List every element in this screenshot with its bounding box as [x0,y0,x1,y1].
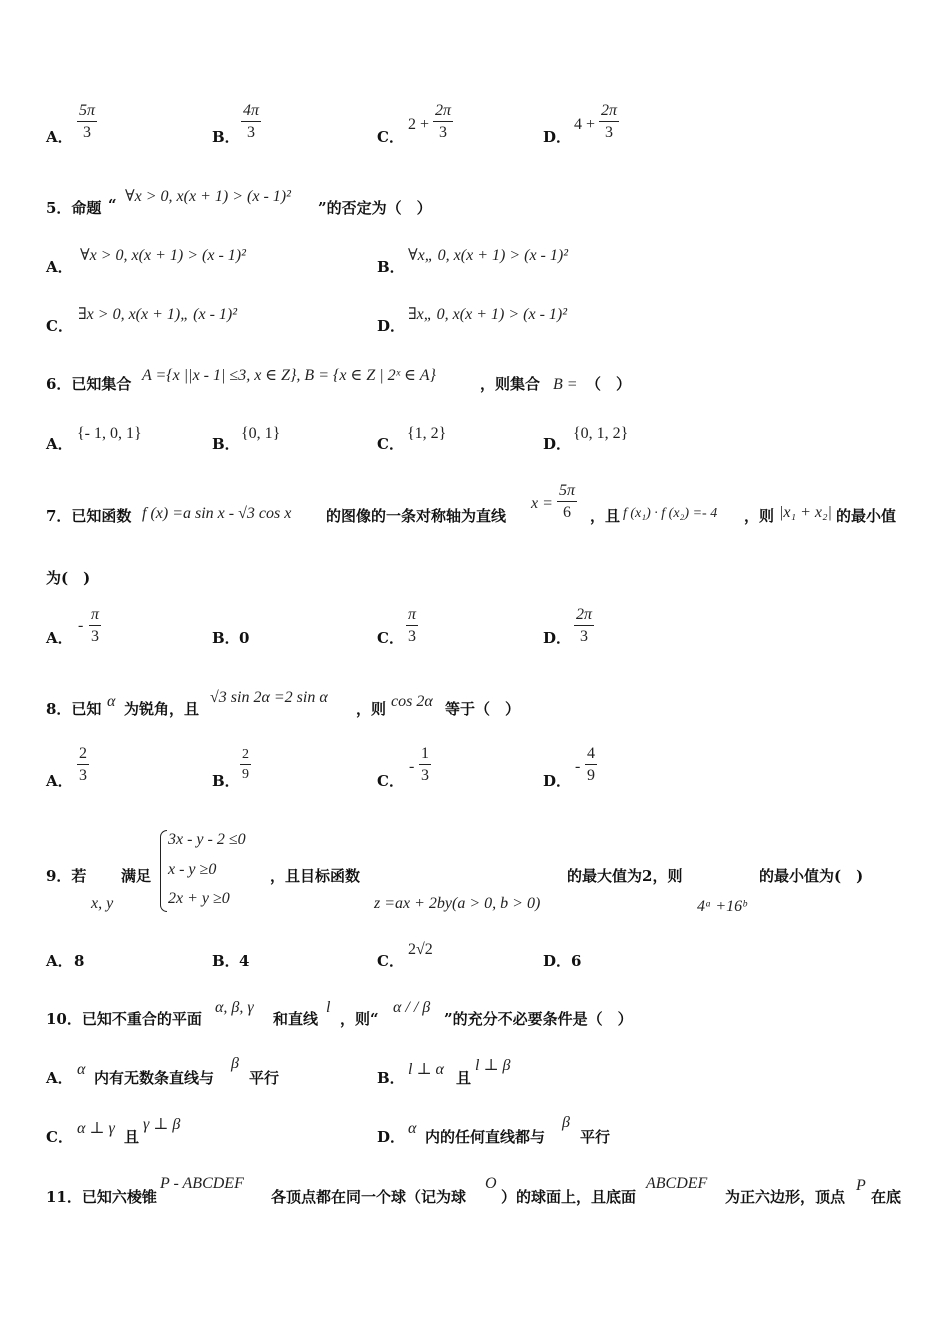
q5-stem-tail: ”的否定为（ ） [318,199,432,217]
q11-base: ABCDEF [646,1175,708,1192]
q4-option-c-fraction: 2π 3 [435,102,452,141]
q10-option-a-beta: β [231,1055,239,1072]
q11-text1: 各顶点都在同一个球（记为球 [271,1188,467,1206]
q9-option-d-value: 6 [571,952,582,970]
q8-option-c-sign: - [409,758,415,775]
q6-option-d-math: {0, 1, 2} [573,425,629,442]
q7-abs-sum: |x₁ + x₂| [779,504,832,521]
q9-option-c-label: C． [377,952,404,970]
q10-planes: α, β, γ [215,999,254,1016]
q4-option-d-prefix: 4 + [574,116,596,133]
q7-option-b-label: B． [212,629,240,647]
q11-number: 11．已知六棱锥 [46,1188,157,1206]
q6-stem-tail: ，则集合 [480,375,541,393]
q9-option-a-value: 8 [74,952,85,970]
q4-option-a-fraction: 5π 3 [79,102,96,141]
q10-line-l: l [326,999,331,1016]
q10-tail: ”的充分不必要条件是（ ） [444,1010,633,1028]
q7-line2: 为( ) [46,569,91,587]
q9-option-b-label: B． [212,952,240,970]
q5-option-d-math: ∃x„ 0, x(x + 1) > (x - 1)² [408,306,568,323]
q8-alpha: α [107,693,116,710]
q8-equation: √3 sin 2α =2 sin α [210,689,328,706]
q8-option-b-fraction: 2 9 [242,747,249,782]
q9-option-a-label: A． [46,952,73,970]
q10-option-c-math1: α ⊥ γ [77,1120,115,1137]
q5-option-a-label: A． [46,258,73,276]
q7-option-c-fraction: π 3 [408,606,417,645]
q6-option-b-label: B． [212,435,240,453]
q9-system-line1: 3x - y - 2 ≤0 [168,831,246,848]
q10-option-d-text: 内的任何直线都与 [425,1128,546,1146]
q10-option-b-and: 且 [456,1069,472,1087]
q10-option-a-tail: 平行 [249,1069,280,1087]
q5-option-c-math: ∃x > 0, x(x + 1)„ (x - 1)² [78,306,238,323]
q8-mid-text: 为锐角，且 [124,700,200,718]
q6-paren: （ ） [586,375,632,393]
q11-text2: ）的球面上，且底面 [501,1188,637,1206]
q8-number: 8．已知 [46,700,102,718]
q7-axis-fraction: 5π 6 [559,482,576,521]
q5-option-b-label: B． [377,258,405,276]
q8-option-b-label: B． [212,772,240,790]
q4-option-c-label: C． [377,128,404,146]
q7-option-b-value: 0 [239,629,250,647]
q8-then: ，则 [356,700,387,718]
q6-option-a-label: A． [46,435,73,453]
q11-text3: 为正六边形，顶点 [725,1188,846,1206]
q6-option-a-math: {- 1, 0, 1} [77,425,142,442]
q7-option-a-sign: - [78,617,84,634]
q11-text4: 在底 [871,1188,902,1206]
q10-option-d-beta: β [562,1114,570,1131]
q7-option-a-label: A． [46,629,73,647]
q7-option-d-label: D． [543,629,572,647]
q6-option-d-label: D． [543,435,572,453]
q7-number: 7．已知函数 [46,507,132,525]
q6-option-c-math: {1, 2} [407,425,447,442]
q10-option-d-label: D． [377,1128,406,1146]
q6-stem-math: A ={x ||x - 1| ≤3, x ∈ Z}, B = {x ∈ Z | 2ˣ ∈ A} [142,367,436,384]
q9-tail: 的最小值为( ) [759,867,864,885]
q9-option-c-value: 2√2 [408,941,433,958]
q9-system-brace [160,830,167,912]
q10-and-line: 和直线 [273,1010,319,1028]
q4-option-a-label: A． [46,128,73,146]
q9-system-line2: x - y ≥0 [168,861,217,878]
q9-mid-text: ，且目标函数 [270,867,361,885]
q8-option-c-fraction: 1 3 [421,745,429,784]
q7-option-d-fraction: 2π 3 [576,606,593,645]
q8-option-a-fraction: 2 3 [79,745,87,784]
q10-then: ，则“ [340,1010,379,1028]
q4-option-d-label: D． [543,128,572,146]
q6-option-b-math: {0, 1} [241,425,281,442]
q4-option-c-prefix: 2 + [408,116,430,133]
q7-condition: f (x₁) · f (x₂) =- 4 [623,506,718,521]
q9-expression: 4ᵃ +16ᵇ [697,898,747,915]
q8-option-d-sign: - [575,758,581,775]
q10-option-d-tail: 平行 [580,1128,611,1146]
q10-option-c-label: C． [46,1128,73,1146]
q8-target: cos 2α [391,693,433,710]
q11-vertex-p: P [856,1177,866,1194]
q5-option-c-label: C． [46,317,73,335]
q5-option-b-math: ∀x„ 0, x(x + 1) > (x - 1)² [408,247,568,264]
q7-option-c-label: C． [377,629,404,647]
q11-sphere-o: O [485,1175,497,1192]
q5-open-quote: “ [108,196,117,214]
q10-number: 10．已知不重合的平面 [46,1010,202,1028]
q10-option-c-math2: γ ⊥ β [143,1116,181,1133]
q8-option-d-fraction: 4 9 [587,745,595,784]
q5-stem-math: ∀x > 0, x(x + 1) > (x - 1)² [125,188,291,205]
q8-option-a-label: A． [46,772,73,790]
q4-option-b-label: B． [212,128,240,146]
q7-then: ，则 [744,507,775,525]
q7-option-a-fraction: π 3 [91,606,100,645]
q10-option-b-label: B． [377,1069,405,1087]
q9-number: 9．若 [46,867,87,885]
q9-objective: z =ax + 2by(a > 0, b > 0) [374,895,541,912]
q4-option-b-fraction: 4π 3 [243,102,260,141]
q6-option-c-label: C． [377,435,404,453]
q7-mid-text: 的图像的一条对称轴为直线 [326,507,507,525]
q10-option-a-label: A． [46,1069,73,1087]
q9-option-b-value: 4 [239,952,250,970]
q10-option-b-math2: l ⊥ β [475,1057,511,1074]
q7-tail: 的最小值 [836,507,897,525]
q8-option-d-label: D． [543,772,572,790]
q10-condition: α / / β [393,999,431,1016]
q11-pyramid: P - ABCDEF [160,1175,244,1192]
q7-function: f (x) =a sin x - √3 cos x [142,505,292,522]
q9-max-text: 的最大值为2，则 [567,867,683,885]
q10-option-a-text: 内有无数条直线与 [94,1069,215,1087]
q5-option-d-label: D． [377,317,406,335]
q10-option-b-math1: l ⊥ α [408,1061,444,1078]
q7-x-equals: x = [531,495,553,512]
q7-and: ，且 [590,507,621,525]
q6-b-equals: B = [553,376,578,393]
q9-satisfy: 满足 [121,867,152,885]
q9-variables: x, y [91,895,114,912]
q8-tail: 等于（ ） [445,700,521,718]
q5-number: 5．命题 [46,199,102,217]
q10-option-a-alpha: α [77,1061,86,1078]
q4-option-d-fraction: 2π 3 [601,102,618,141]
q5-option-a-math: ∀x > 0, x(x + 1) > (x - 1)² [80,247,246,264]
q8-option-c-label: C． [377,772,404,790]
q6-number: 6．已知集合 [46,375,132,393]
q10-option-c-and: 且 [124,1128,140,1146]
q10-option-d-alpha: α [408,1120,417,1137]
q9-option-d-label: D． [543,952,572,970]
q9-system-line3: 2x + y ≥0 [168,890,230,907]
